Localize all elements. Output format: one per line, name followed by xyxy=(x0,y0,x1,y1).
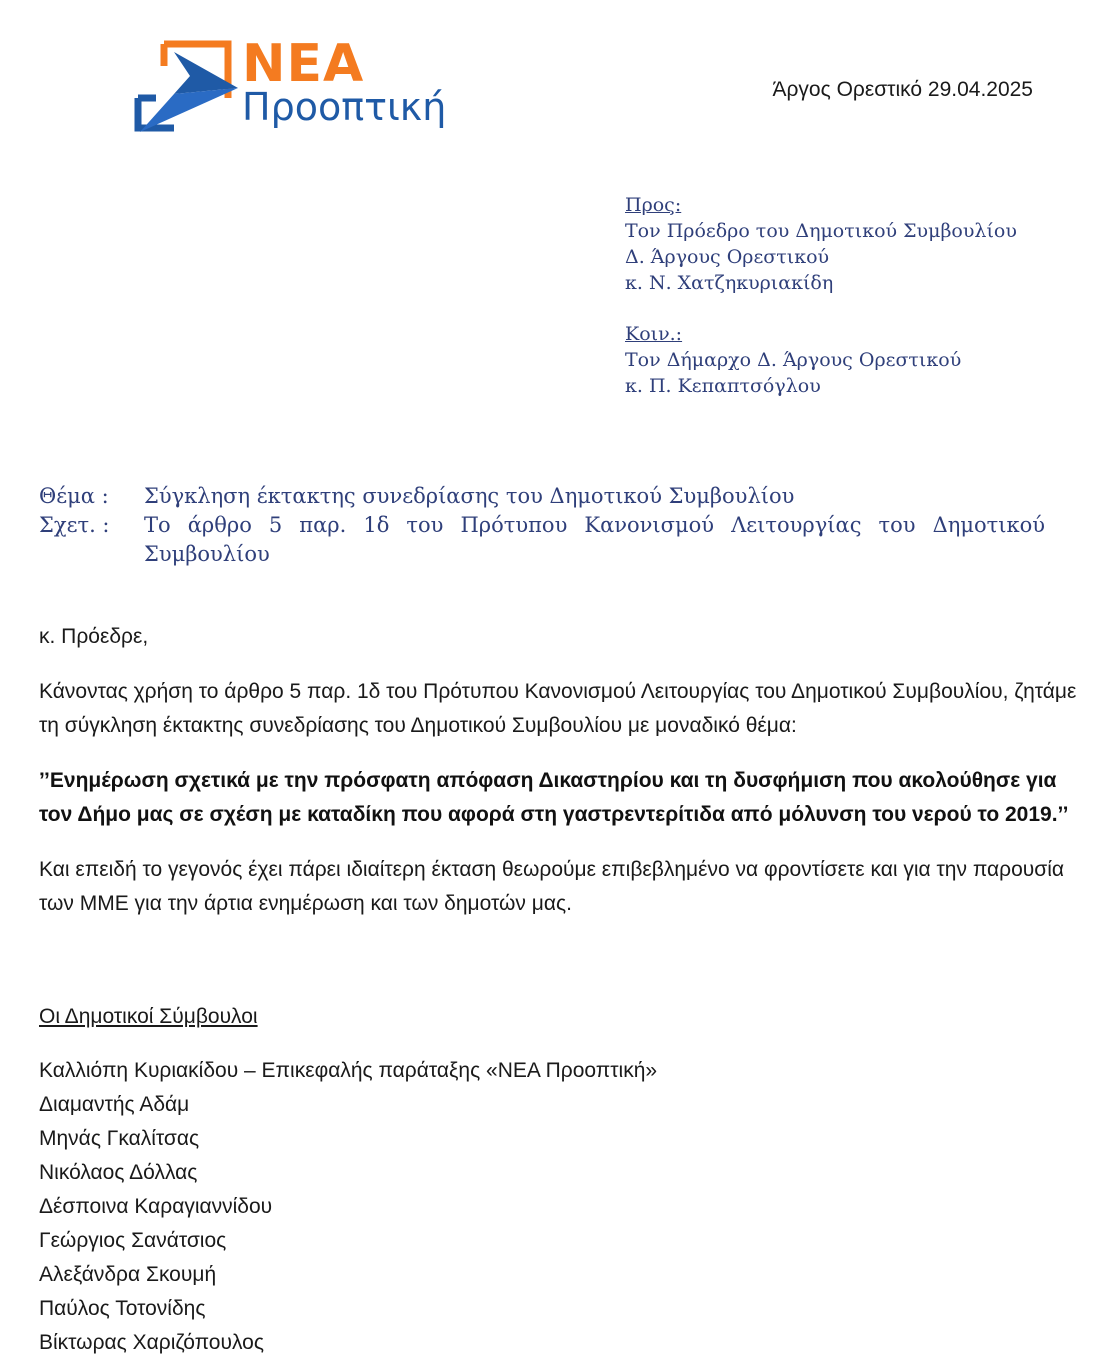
signers-title: Οι Δημοτικοί Σύμβουλοι xyxy=(39,1005,258,1028)
body-paragraph: Κάνοντας χρήση το άρθρο 5 παρ. 1δ του Πρότυπου Κανονισμού Λειτουργίας του Δημοτικού Συμβουλίου, ζητάμε τη σύγκληση έκτακτης συνεδρίασης του Δημοτικού Συμβουλίου με μοναδικό θέμα: xyxy=(39,680,1077,737)
signer-name: Καλλιόπη Κυριακίδου – Επικεφαλής παράταξης «ΝΕΑ Προοπτική» xyxy=(39,1059,658,1082)
signers-list xyxy=(39,1054,1089,1360)
agenda-topic: ’’Ενημέρωση σχετικά με την πρόσφατη απόφαση Δικαστηρίου και τη δυσφήμιση που ακολούθησε για τον Δήμο μας σε σχέση με καταδίκη που αφορά στη γαστρεντερίτιδα από μόλυνση του νερού το 2019.’’ xyxy=(39,769,1069,826)
signer-name: Γεώργιος Σανάτσιος xyxy=(39,1229,227,1252)
to-label: Προς: xyxy=(625,194,682,216)
reference-key: Σχετ. : xyxy=(39,513,110,537)
subject-block xyxy=(39,482,1045,569)
logo-arrow-icon xyxy=(134,36,244,136)
signer-name: Παύλος Τοτονίδης xyxy=(39,1297,206,1320)
letter-date: Άργος Ορεστικό 29.04.2025 xyxy=(772,78,1033,101)
signer-name: Δέσποινα Καραγιαννίδου xyxy=(39,1195,273,1218)
cc-label: Κοιν.: xyxy=(625,323,683,345)
logo-text-proopitiki: Προοπτική xyxy=(242,85,447,129)
party-logo xyxy=(134,36,464,136)
logo-text-nea: ΝΕΑ xyxy=(242,34,365,94)
signer-name: Μηνάς Γκαλίτσας xyxy=(39,1127,200,1150)
signer-name: Νικόλαος Δόλλας xyxy=(39,1161,198,1184)
cc-line: Τον Δήμαρχο Δ. Άργους Ορεστικού xyxy=(625,349,962,371)
to-line: κ. Ν. Χατζηκυριακίδη xyxy=(625,272,834,294)
signer-name: Βίκτωρας Χαριζόπουλος xyxy=(39,1331,264,1354)
reference-value: Το άρθρο 5 παρ. 1δ του Πρότυπου Κανονισμού Λειτουργίας του Δημοτικού Συμβουλίου xyxy=(144,513,1045,566)
to-line: Τον Πρόεδρο του Δημοτικού Συμβουλίου xyxy=(625,220,1017,242)
to-line: Δ. Άργους Ορεστικού xyxy=(625,246,830,268)
cc-line: κ. Π. Κεπαπτσόγλου xyxy=(625,375,821,397)
signer-name: Αλεξάνδρα Σκουμή xyxy=(39,1263,217,1286)
subject-key: Θέμα : xyxy=(39,484,109,508)
signer-name: Διαμαντής Αδάμ xyxy=(39,1093,190,1116)
subject-value: Σύγκληση έκτακτης συνεδρίασης του Δημοτικού Συμβουλίου xyxy=(144,484,795,508)
greeting: κ. Πρόεδρε, xyxy=(39,625,149,648)
recipients-block xyxy=(625,192,1017,399)
body-paragraph: Και επειδή το γεγονός έχει πάρει ιδιαίτερη έκταση θεωρούμε επιβεβλημένο να φροντίσετε και για την παρουσία των ΜΜΕ για την άρτια ενημέρωση και των δημοτών μας. xyxy=(39,858,1065,915)
